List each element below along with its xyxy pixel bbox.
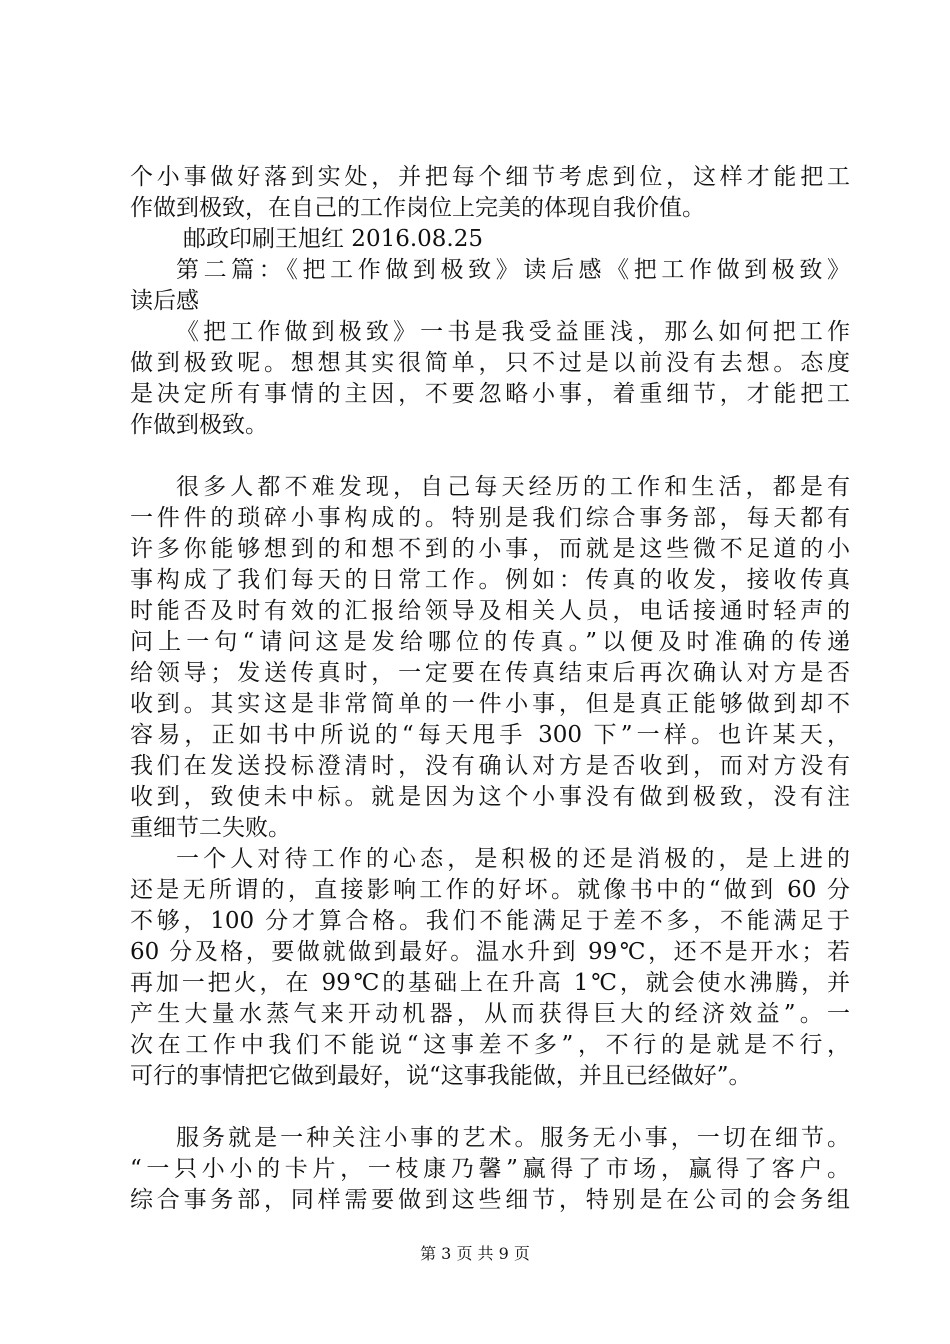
- paragraph-line: 服务就是一种关注小事的艺术。服务无小事，一切在细节。: [176, 1125, 850, 1151]
- paragraph-line: 60 分及格，要做就做到最好。温水升到 99℃，还不是开水；若: [130, 939, 850, 965]
- paragraph-line: 事构成了我们每天的日常工作。例如：传真的收发，接收传真: [130, 567, 850, 593]
- paragraph-line: 作做到极致，在自己的工作岗位上完美的体现自我价值。: [130, 195, 705, 221]
- section-heading: 第二篇：《把工作做到极致》读后感《把工作做到极致》: [176, 257, 850, 283]
- paragraph-line: 是决定所有事情的主因，不要忽略小事，着重细节，才能把工: [130, 381, 850, 407]
- paragraph-line: 做到极致呢。想想其实很简单，只不过是以前没有去想。态度: [130, 350, 850, 376]
- paragraph-line: 给领导；发送传真时，一定要在传真结束后再次确认对方是否: [130, 660, 850, 686]
- paragraph-line: 收到，致使未中标。就是因为这个小事没有做到极致，没有注: [130, 784, 850, 810]
- paragraph-line: 容易，正如书中所说的“每天甩手 300 下”一样。也许某天，: [130, 722, 850, 748]
- paragraph-line: 一件件的琐碎小事构成的。特别是我们综合事务部，每天都有: [130, 505, 850, 531]
- paragraph-line: 《把工作做到极致》一书是我受益匪浅，那么如何把工作: [176, 319, 850, 345]
- paragraph-line: 时能否及时有效的汇报给领导及相关人员，电话接通时轻声的: [130, 598, 850, 624]
- paragraph-line: 一个人对待工作的心态，是积极的还是消极的，是上进的: [176, 846, 850, 872]
- section-heading-continued: 读后感: [130, 288, 199, 314]
- paragraph-line: 我们在发送投标澄清时，没有确认对方是否收到，而对方没有: [130, 753, 850, 779]
- paragraph-line: 问上一句“请问这是发给哪位的传真。”以便及时准确的传递: [130, 629, 850, 655]
- page-number-footer: 第 3 页 共 9 页: [420, 1244, 530, 1263]
- paragraph-line: 次在工作中我们不能说“这事差不多”，不行的是就是不行，: [130, 1032, 850, 1058]
- paragraph-gap: [130, 441, 850, 472]
- paragraph-line: 还是无所谓的，直接影响工作的好坏。就像书中的“做到 60 分: [130, 877, 850, 903]
- paragraph-line: 产生大量水蒸气来开动机器，从而获得巨大的经济效益”。一: [130, 1001, 850, 1027]
- paragraph-line: 作做到极致。: [130, 412, 268, 438]
- paragraph-line: 不够，100 分才算合格。我们不能满足于差不多，不能满足于: [130, 908, 850, 934]
- paragraph-line: 可行的事情把它做到最好，说“这事我能做，并且已经做好”。: [130, 1063, 752, 1089]
- paragraph-line: “一只小小的卡片，一枝康乃馨”赢得了市场，赢得了客户。: [130, 1156, 850, 1182]
- paragraph-line: 综合事务部，同样需要做到这些细节，特别是在公司的会务组: [130, 1187, 850, 1213]
- paragraph-line: 重细节二失败。: [130, 815, 291, 841]
- document-body: [130, 162, 850, 1216]
- paragraph-line: 再加一把火，在 99℃的基础上在升高 1℃，就会使水沸腾，并: [130, 970, 850, 996]
- paragraph-line: 收到。其实这是非常简单的一件小事，但是真正能够做到却不: [130, 691, 850, 717]
- paragraph-line: 许多你能够想到的和想不到的小事，而就是这些微不足道的小: [130, 536, 850, 562]
- signature-line: 邮政印刷王旭红 2016.08.25: [183, 226, 483, 252]
- paragraph-gap: [130, 1092, 850, 1123]
- paragraph-line: 个小事做好落到实处，并把每个细节考虑到位，这样才能把工: [130, 164, 850, 190]
- paragraph-line: 很多人都不难发现，自己每天经历的工作和生活，都是有: [176, 474, 850, 500]
